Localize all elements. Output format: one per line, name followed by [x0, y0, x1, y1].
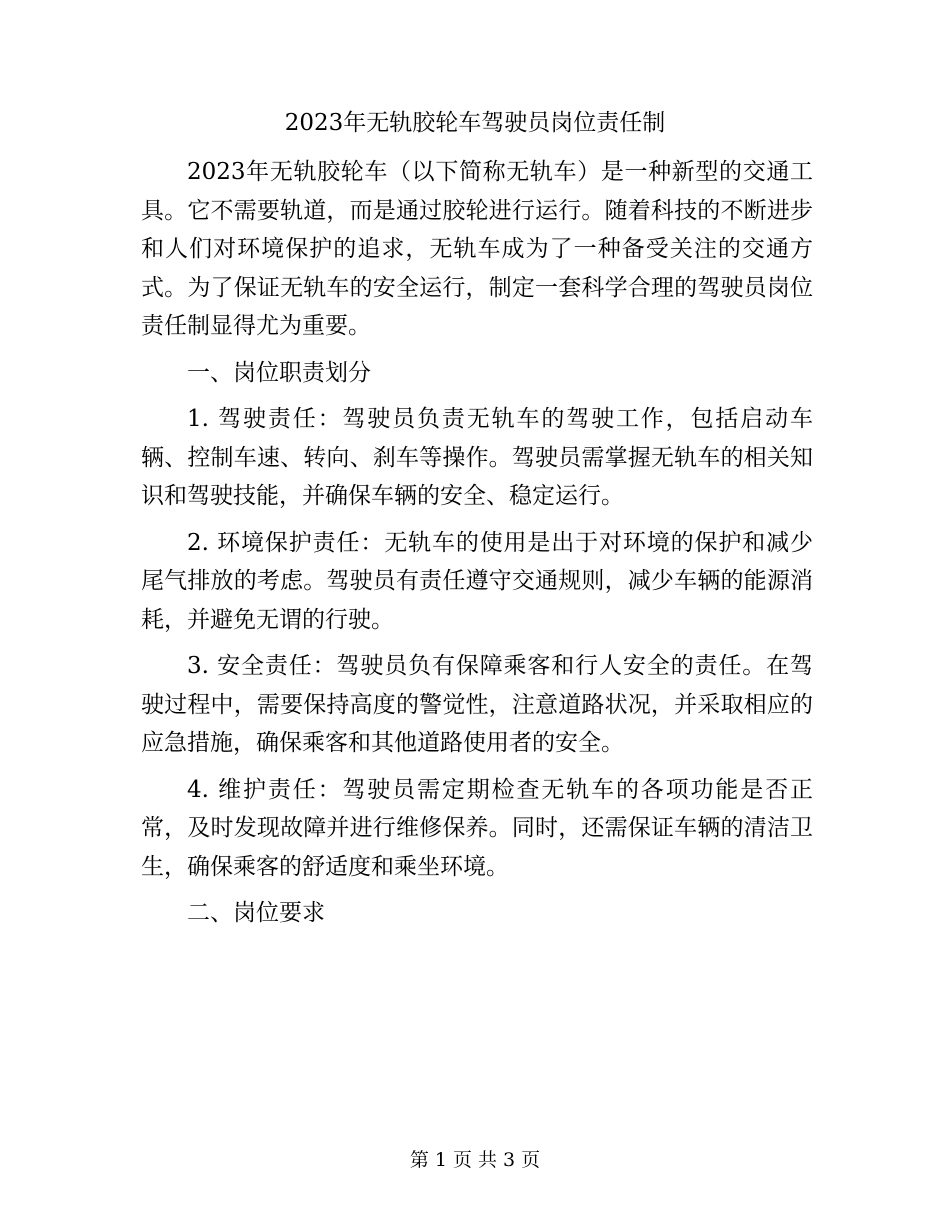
intro-paragraph: 2023年无轨胶轮车（以下简称无轨车）是一种新型的交通工具。它不需要轨道，而是通过胶轮进行运行。随着科技的不断进步和人们对环境保护的追求，无轨车成为了一种备受关注的交通方式。为了保证无轨车的安全运行，制定一套科学合理的驾驶员岗位责任制显得尤为重要。	[141, 159, 813, 339]
section-heading-requirements: 二、岗位要求	[187, 900, 325, 926]
document-body	[141, 153, 813, 933]
page-number-footer: 第 1 页 共 3 页	[409, 1149, 541, 1171]
duty-safety-paragraph: 3. 安全责任：驾驶员负有保障乘客和行人安全的责任。在驾驶过程中，需要保持高度的警觉性，注意道路状况，并采取相应的应急措施，确保乘客和其他道路使用者的安全。	[141, 653, 813, 756]
document-title: 2023年无轨胶轮车驾驶员岗位责任制	[284, 110, 666, 136]
section-heading-duties: 一、岗位职责划分	[187, 359, 371, 386]
duty-maintenance-paragraph: 4. 维护责任：驾驶员需定期检查无轨车的各项功能是否正常，及时发现故障并进行维修保养。同时，还需保证车辆的清洁卫生，确保乘客的舒适度和乘坐环境。	[141, 776, 813, 880]
duty-driving-paragraph: 1. 驾驶责任：驾驶员负责无轨车的驾驶工作，包括启动车辆、控制车速、转向、刹车等操作。驾驶员需掌握无轨车的相关知识和驾驶技能，并确保车辆的安全、稳定运行。	[141, 406, 813, 509]
duty-environment-paragraph: 2. 环境保护责任：无轨车的使用是出于对环境的保护和减少尾气排放的考虑。驾驶员有责任遵守交通规则，减少车辆的能源消耗，并避免无谓的行驶。	[141, 529, 813, 633]
